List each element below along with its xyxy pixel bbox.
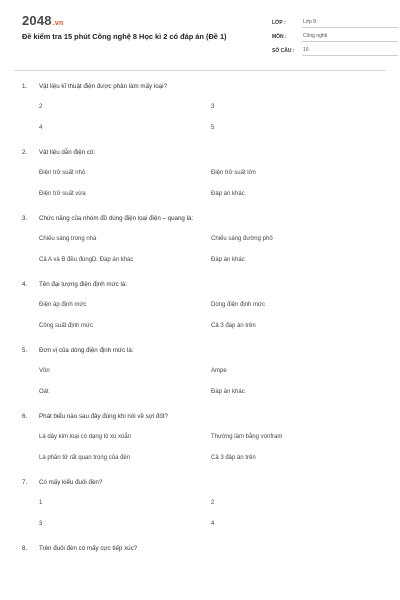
question-number: 1. [22,82,28,90]
answer-options [39,102,382,133]
answer-options [39,432,382,463]
answer-options [39,168,382,199]
meta-value: 10 [302,47,398,56]
answer-option[interactable]: 5 [211,125,215,131]
question-header [22,146,382,158]
question-number: 3. [22,214,28,222]
answer-option[interactable]: 1 [39,500,43,506]
question-number: 5. [22,346,28,354]
answer-option[interactable]: Công suất định mức [39,323,94,329]
answer-option[interactable]: Oát [39,389,49,395]
question-3 [22,212,382,265]
answer-option[interactable]: Điện trở suất nhỏ [39,170,86,176]
answer-options [39,234,382,265]
question-text: Phát biểu nào sau đây đúng khi nói về sợi đốt? [39,412,168,420]
question-5 [22,344,382,397]
answer-option[interactable]: Điện áp định mức [39,302,87,308]
question-header [22,212,382,224]
question-header [22,542,382,554]
answer-option[interactable]: Chiếu sáng đường phố [211,236,273,242]
question-header [22,344,382,356]
answer-option[interactable]: Ampe [211,368,227,374]
question-text: Vật liệu dẫn điện có: [39,148,96,156]
question-number: 8. [22,544,28,552]
question-number: 2. [22,148,28,156]
answer-option[interactable]: 4 [211,521,215,527]
question-number: 4. [22,280,28,288]
question-header [22,278,382,290]
meta-row-subject [272,28,398,42]
answer-options [39,366,382,397]
meta-value: Công nghệ [302,33,398,42]
answer-option[interactable]: Chiếu sáng trong nhà [39,236,97,242]
header-divider [14,70,386,71]
question-text: Trên đuôi đèn có mấy cực tiếp xúc? [39,544,138,552]
question-header [22,476,382,488]
answer-option[interactable]: 2 [211,500,215,506]
question-6 [22,410,382,463]
question-2 [22,146,382,199]
meta-row-class [272,14,398,28]
question-number: 7. [22,478,28,486]
question-text: Đơn vị của dòng điện định mức là: [39,346,134,354]
question-header [22,80,382,92]
answer-option[interactable]: Dòng điện định mức [211,302,266,308]
question-1 [22,80,382,133]
question-number: 6. [22,412,28,420]
question-text: Chức năng của nhóm đồ dùng điện loại điện – quang là: [39,214,194,222]
answer-option[interactable]: Là dây kim loại có dạng lò xo xoắn [39,434,132,440]
meta-label: LỚP : [272,20,286,26]
answer-option[interactable]: Vôn [39,368,50,374]
answer-option[interactable]: Thường làm bằng vonfram [211,434,283,440]
answer-option[interactable]: Điện trở suất lớn [211,170,256,176]
question-text: Vật liệu kĩ thuật điện được phân làm mấy loại? [39,82,167,90]
logo-main: 2048 [22,13,52,28]
answer-option[interactable]: Điện trở suất vừa [39,191,86,197]
meta-label: SỐ CÂU : [272,48,295,54]
answer-option[interactable]: Là phần tử rất quan trọng của đèn [39,455,131,461]
answer-option[interactable]: Đáp án khác [211,191,245,197]
question-header [22,410,382,422]
question-8 [22,542,382,554]
answer-options [39,498,382,529]
answer-option[interactable]: Cả A và B đều đúngD. Đáp án khác [39,257,134,263]
answer-option[interactable]: Cả 3 đáp án trên [211,323,256,329]
meta-row-count [272,42,398,56]
question-7 [22,476,382,529]
answer-options [39,300,382,331]
answer-option[interactable]: 2 [39,104,43,110]
logo-suffix: .vn [52,20,64,27]
question-list [22,80,382,554]
answer-option[interactable]: 4 [39,125,43,131]
quiz-title: Đề kiểm tra 15 phút Công nghệ 8 Học kì 2 có đáp án (Đề 1) [22,32,227,41]
quiz-meta [272,14,398,56]
answer-option[interactable]: Đáp án khác [211,257,245,263]
answer-option[interactable]: Đáp án khác [211,389,245,395]
question-text: Tên đại lượng điện định mức là: [39,280,128,288]
site-logo[interactable] [22,13,63,28]
meta-value: Lớp 8 [302,19,398,28]
answer-option[interactable]: 3 [211,104,215,110]
answer-option[interactable]: 3 [39,521,43,527]
quiz-header [18,0,382,64]
answer-option[interactable]: Cả 3 đáp án trên [211,455,256,461]
question-text: Có mấy kiểu đuôi đèn? [39,478,103,486]
question-4 [22,278,382,331]
meta-label: MÔN : [272,34,287,40]
